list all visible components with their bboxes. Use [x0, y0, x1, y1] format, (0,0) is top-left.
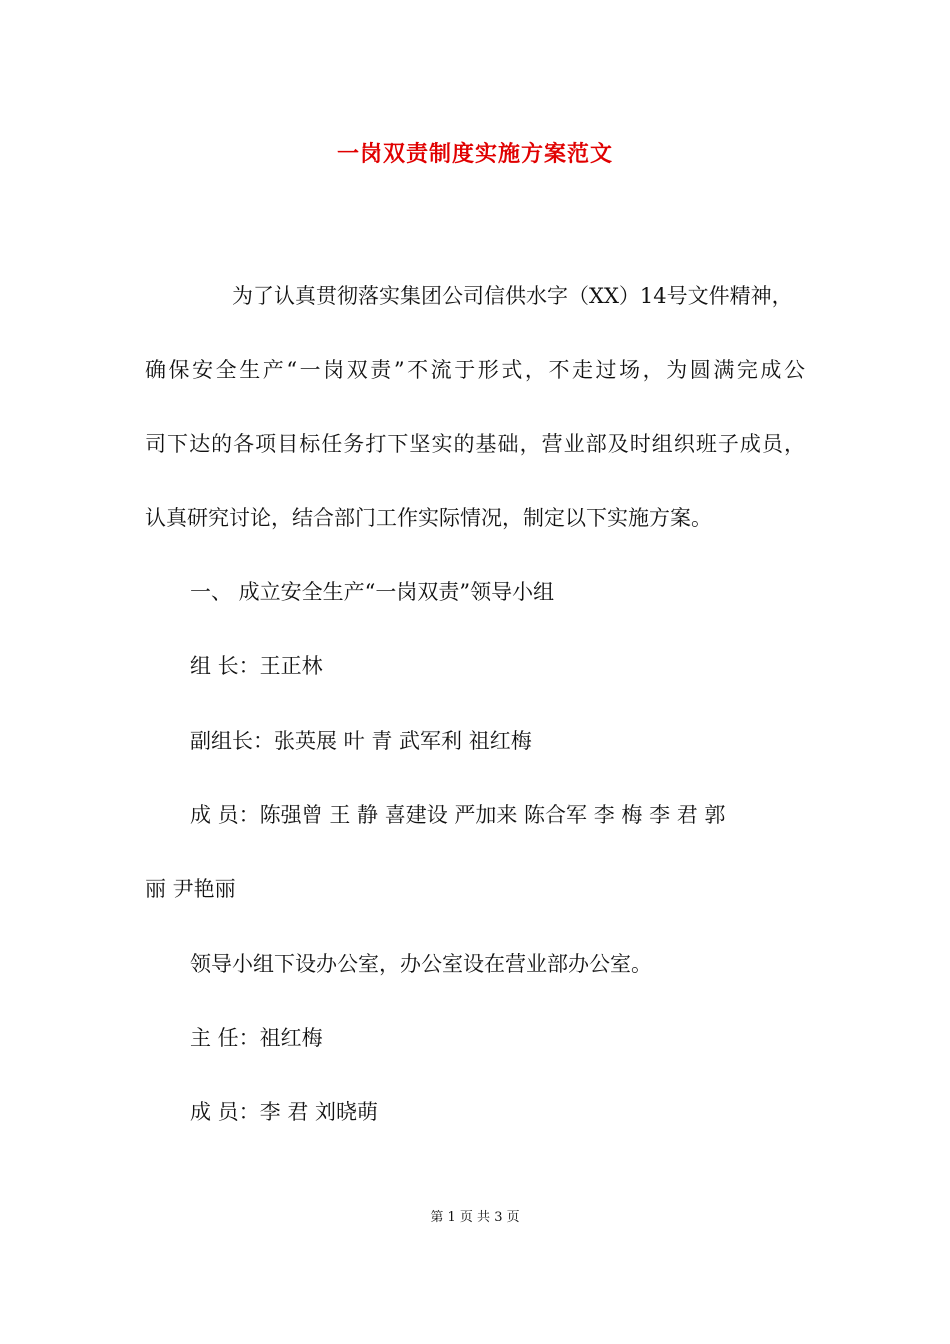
office-members-line: 成 员：李 君 刘晓萌 — [190, 1100, 379, 1124]
paragraph-line-3: 司下达的各项目标任务打下坚实的基础，营业部及时组织班子成员， — [145, 432, 805, 456]
page-number-footer: 第 1 页 共 3 页 — [430, 1210, 520, 1225]
members-line-continued: 丽 尹艳丽 — [145, 877, 236, 901]
paragraph-line-1: 为了认真贯彻落实集团公司信供水字（XX）14号文件精神， — [232, 284, 793, 308]
deputy-leader-line: 副组长：张英展 叶 青 武军利 祖红梅 — [190, 729, 532, 753]
group-leader-line: 组 长：王正林 — [190, 654, 323, 678]
paragraph-line-2: 确保安全生产“一岗双责”不流于形式，不走过场，为圆满完成公 — [145, 358, 805, 382]
office-director-line: 主 任：祖红梅 — [190, 1026, 323, 1050]
section-heading: 一、 成立安全生产“一岗双责”领导小组 — [190, 580, 555, 604]
paragraph-line-4: 认真研究讨论，结合部门工作实际情况，制定以下实施方案。 — [145, 506, 712, 530]
office-note-line: 领导小组下设办公室，办公室设在营业部办公室。 — [190, 952, 652, 976]
document-title: 一岗双责制度实施方案范文 — [336, 141, 613, 167]
members-line: 成 员：陈强曾 王 静 喜建设 严加来 陈合军 李 梅 李 君 郭 — [190, 803, 726, 827]
